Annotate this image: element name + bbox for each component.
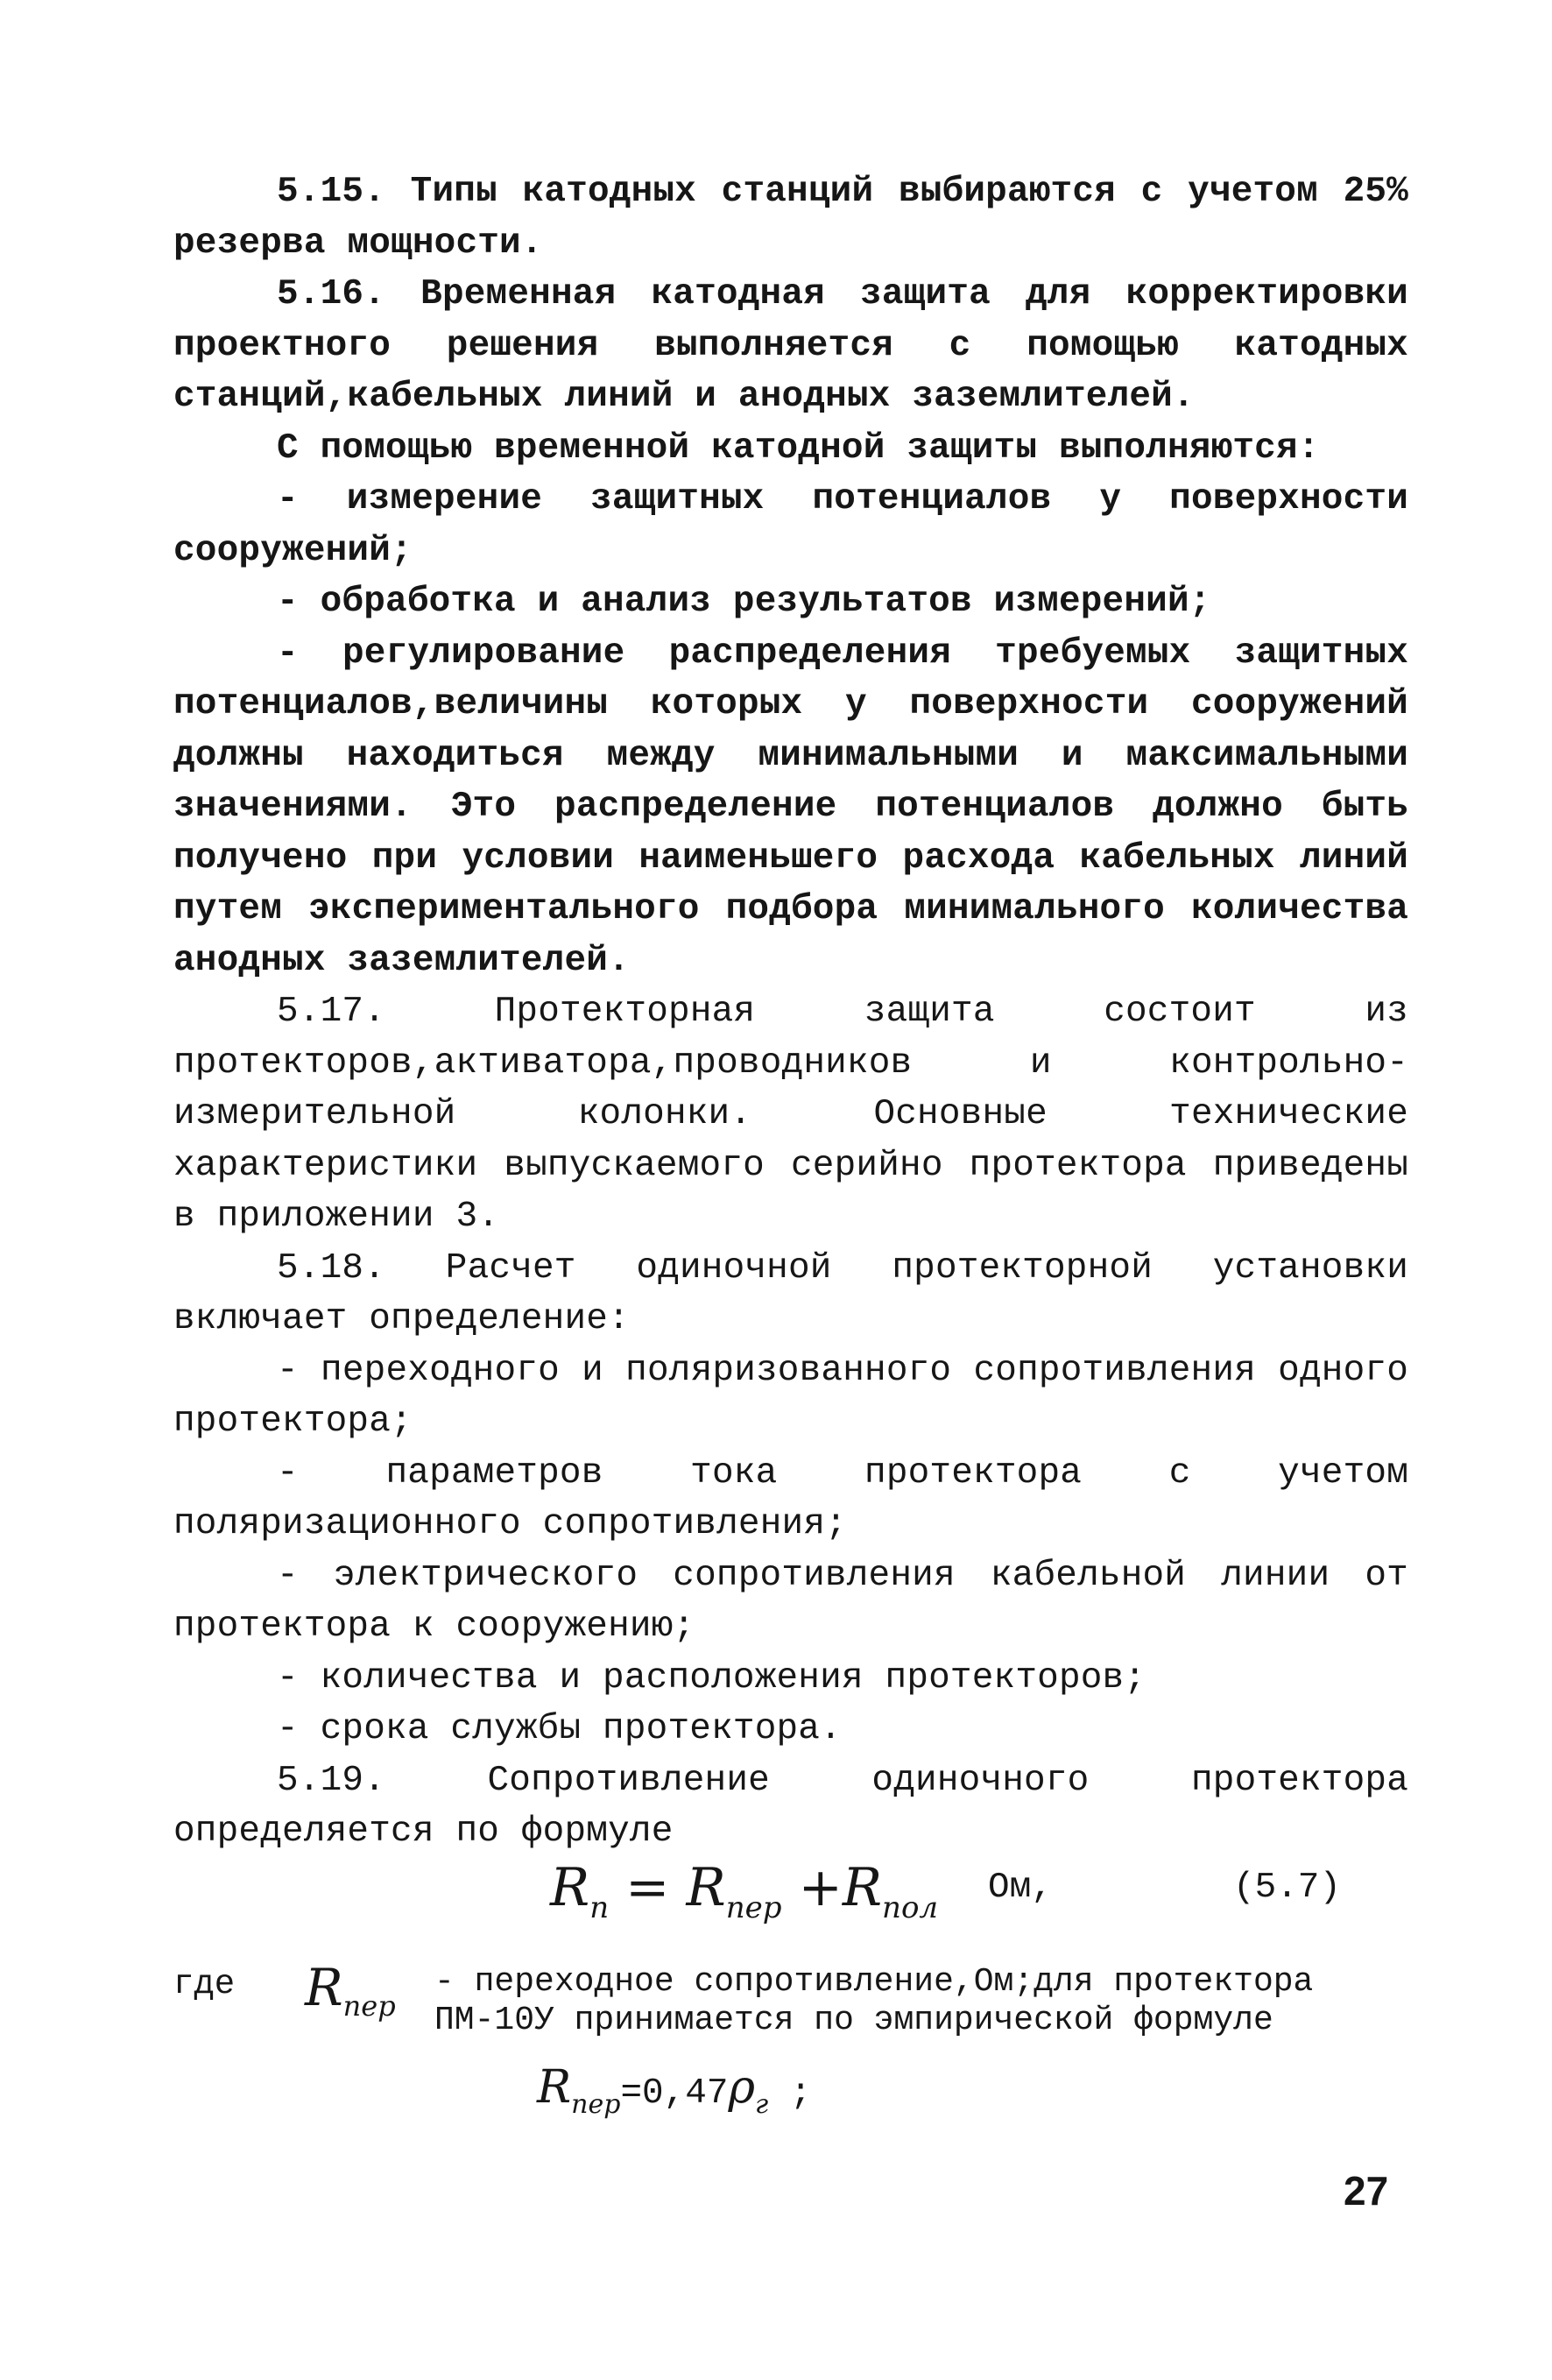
formula-expression [550,1857,938,1925]
empirical-rho: ρ [728,2061,756,2114]
formula-equals: = [609,1857,687,1918]
list-item-cable-resistance: - электрического сопротивления кабельной линии от протектора к сооружению; [173,1555,1408,1647]
paragraph-5-18: 5.18. Расчет одиночной протекторной установки включает определение: [173,1247,1408,1339]
list-item-resistance: - переходного и поляризованного сопротивления одного протектора; [173,1350,1408,1442]
formula-unit: Ом, [988,1868,1053,1908]
list-item-quantity: - количества и расположения протекторов; [277,1657,1146,1698]
empirical-formula [537,2061,811,2120]
formula-subscript-p: п [589,1890,610,1925]
paragraph-5-15: 5.15. Типы катодных станций выбираются с учетом 25% резерва мощности. [173,172,1408,264]
formula-symbol-r-per: R [686,1857,726,1918]
where-symbol [305,1958,396,2023]
body-text [173,166,1408,1858]
formula-subscript-per: пер [725,1890,782,1925]
paragraph-5-16: 5.16. Временная катодная защита для корректировки проектного решения выполняется с помощью катодных станций,кабельных линий и анодных заземлителей. [173,274,1408,417]
empirical-coefficient: =0,47 [620,2073,729,2114]
formula-symbol-r-pol: R [842,1857,883,1918]
paragraph-temp-protection-intro: С помощью временной катодной защиты выполняются: [277,427,1320,469]
list-item-service-life: - срока службы протектора. [277,1709,842,1749]
empirical-r: R [537,2061,572,2114]
formula-number: (5.7) [1233,1868,1342,1908]
where-description: - переходное сопротивление,Ом;для протектора ПМ-10У принимается по эмпирической формуле [434,1963,1314,2039]
empirical-r-subscript: пер [571,2089,621,2120]
formula-5-7 [173,1850,1408,1946]
empirical-rho-subscript: г [755,2089,769,2120]
list-item-regulation: - регулирование распределения требуемых защитных потенциалов,величины которых у поверхности сооружений должны находиться между минимальными и максимальными значениями. Это распределение потенциалов должно быть получено при условии наименьшего расхода кабельных линий путем экспериментального подбора минимального количества анодных заземлителей. [173,632,1408,981]
paragraph-5-17: 5.17. Протекторная защита состоит из протекторов,активатора,проводников и контрольно-измерительной колонки. Основные технические характеристики выпускаемого серийно протектора приведены в приложении 3. [173,992,1408,1237]
list-item-current-params: - параметров тока протектора с учетом поляризационного сопротивления; [173,1452,1408,1544]
empirical-end: ; [768,2073,812,2114]
where-label: где [173,1965,236,2003]
list-item-processing: - обработка и анализ результатов измерений; [277,582,1211,622]
list-item-measurement: - измерение защитных потенциалов у поверхности сооружений; [173,479,1408,571]
page-number: 27 [1344,2168,1389,2214]
formula-symbol-r: R [550,1857,590,1918]
where-symbol-subscript: пер [342,1989,396,2023]
where-symbol-r: R [305,1958,343,2017]
formula-subscript-pol: пол [882,1890,939,1925]
paragraph-5-19: 5.19. Сопротивление одиночного протектора определяется по формуле [173,1760,1408,1852]
where-clause [173,1958,1408,2120]
formula-plus: + [781,1857,843,1918]
